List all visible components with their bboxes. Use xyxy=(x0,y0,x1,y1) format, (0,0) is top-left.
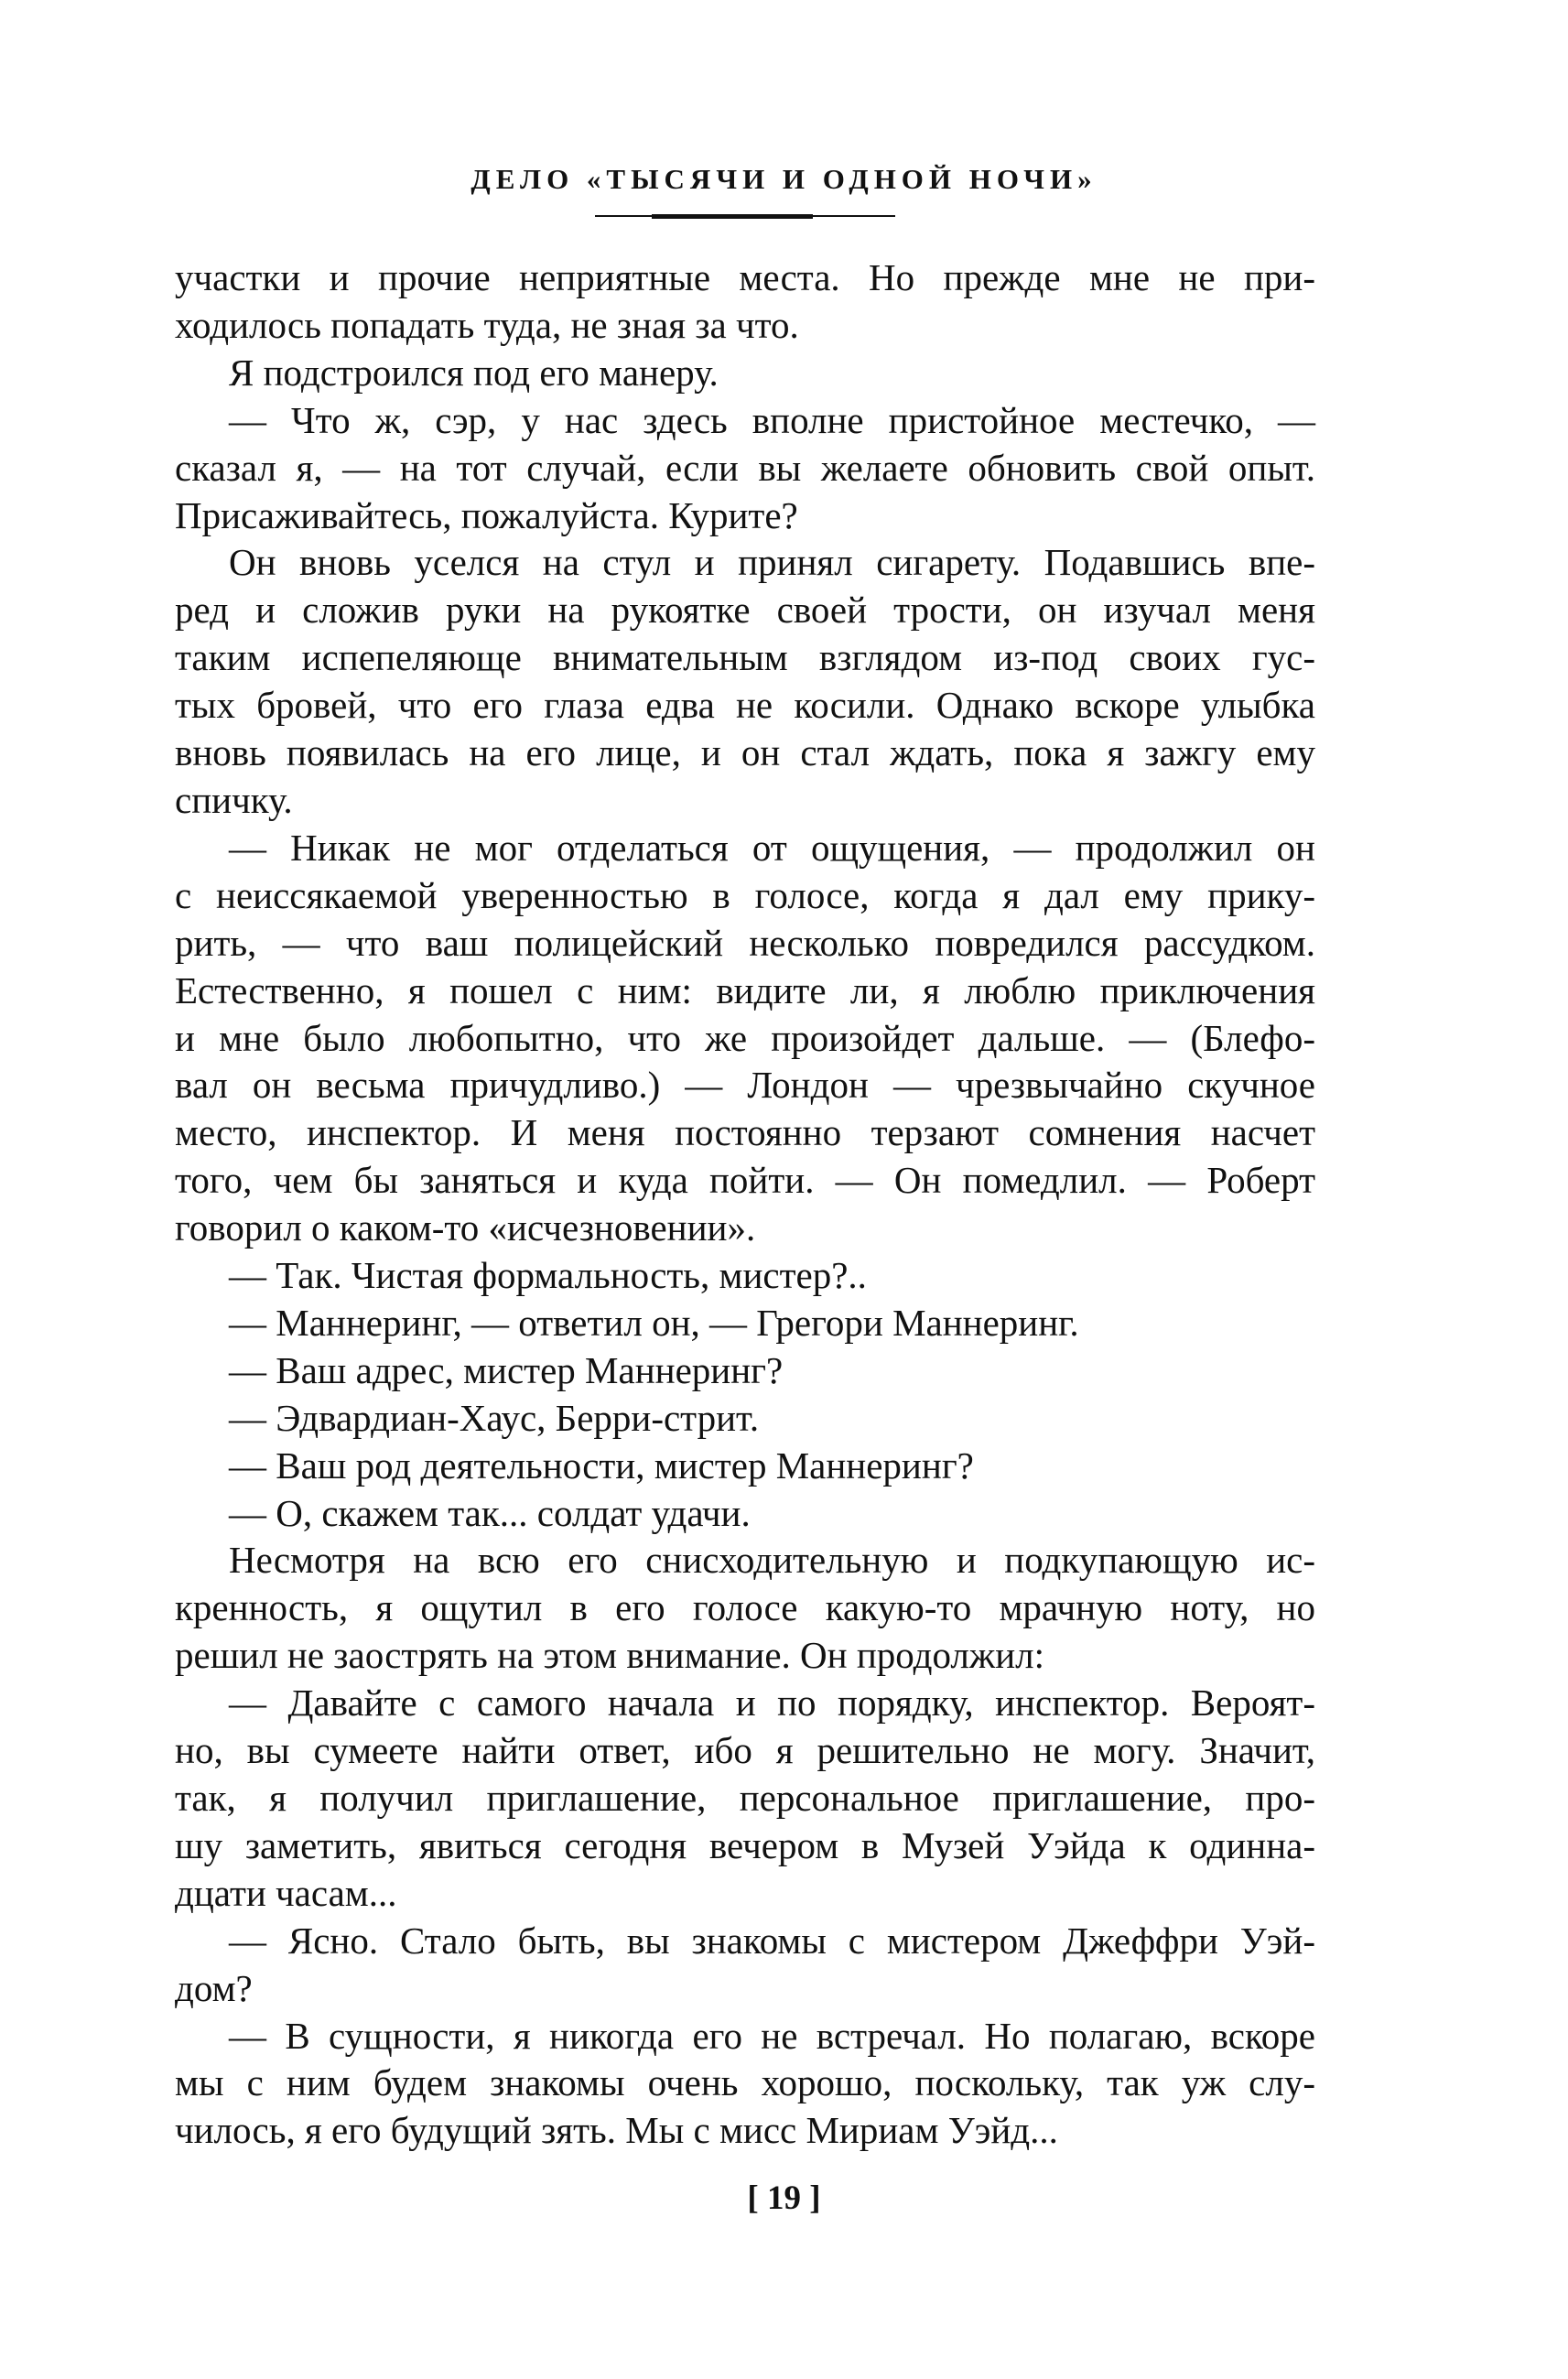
text-line: — Никак не мог отделаться от ощущения, — продолжил он xyxy=(229,826,1315,869)
text-line: сказал я, — на тот случай, если вы желаете обновить свой опыт. xyxy=(175,446,1315,489)
text-line: — Так. Чистая формальность, мистер?.. xyxy=(229,1254,867,1297)
text-line: с неиссякаемой уверенностью в голосе, когда я дал ему прику- xyxy=(175,873,1315,916)
text-line: того, чем бы заняться и куда пойти. — Он помедлил. — Роберт xyxy=(175,1159,1315,1202)
text-line: так, я получил приглашение, персональное приглашение, про- xyxy=(175,1777,1315,1819)
text-line: — Маннеринг, — ответил он, — Грегори Маннеринг. xyxy=(229,1301,1079,1344)
text-line: — О, скажем так... солдат удачи. xyxy=(229,1491,751,1534)
text-line: ред и сложив руки на рукоятке своей трости, он изучал меня xyxy=(175,589,1315,632)
text-line: ходилось попадать туда, не зная за что. xyxy=(175,303,799,346)
text-line: спичку. xyxy=(175,778,293,821)
text-line: чилось, я его будущий зять. Мы с мисс Мириам Уэйд... xyxy=(175,2109,1058,2152)
text-line: рить, — что ваш полицейский несколько повредился рассудком. xyxy=(175,921,1315,964)
text-line: Он вновь уселся на стул и принял сигарету. Подавшись впе- xyxy=(229,541,1315,584)
text-line: — Давайте с самого начала и по порядку, инспектор. Вероят- xyxy=(229,1682,1315,1725)
text-line: Я подстроился под его манеру. xyxy=(229,351,719,394)
text-line: решил не заострять на этом внимание. Он продолжил: xyxy=(175,1634,1044,1677)
text-line: и мне было любопытно, что же произойдет дальше. — (Блефо- xyxy=(175,1016,1315,1059)
text-line: кренность, я ощутил в его голосе какую-то мрачную ноту, но xyxy=(175,1586,1315,1629)
text-line: — Ваш адрес, мистер Маннеринг? xyxy=(229,1348,784,1391)
text-line: но, вы сумеете найти ответ, ибо я решительно не могу. Значит, xyxy=(175,1729,1315,1772)
text-line: тых бровей, что его глаза едва не косили. Однако вскоре улыбка xyxy=(175,684,1315,727)
text-line: шу заметить, явиться сегодня вечером в Музей Уэйда к одинна- xyxy=(175,1823,1315,1866)
text-line: вал он весьма причудливо.) — Лондон — чрезвычайно скучное xyxy=(175,1064,1315,1107)
text-line: мы с ним будем знакомы очень хорошо, поскольку, так уж слу- xyxy=(175,2061,1315,2104)
page-number: [ 19 ] xyxy=(747,2179,821,2217)
text-line: вновь появилась на его лице, и он стал ждать, пока я зажгу ему xyxy=(175,731,1315,774)
text-line: — Эдвардиан-Хаус, Берри-стрит. xyxy=(229,1396,760,1439)
text-line: таким испепеляюще внимательным взглядом из-под своих гус- xyxy=(175,636,1315,679)
text-line: дцати часам... xyxy=(175,1871,397,1914)
text-line: — Ясно. Стало быть, вы знакомы с мистером Джеффри Уэй- xyxy=(229,1919,1315,1962)
text-line: — В сущности, я никогда его не встречал. Но полагаю, вскоре xyxy=(229,2014,1315,2057)
text-line: — Что ж, сэр, у нас здесь вполне пристойное местечко, — xyxy=(229,398,1315,441)
text-line: — Ваш род деятельности, мистер Маннеринг? xyxy=(229,1444,974,1487)
text-line: Естественно, я пошел с ним: видите ли, я люблю приключения xyxy=(175,968,1315,1011)
text-line: Присаживайтесь, пожалуйста. Курите? xyxy=(175,493,798,536)
body-text xyxy=(175,254,1315,2155)
header-rule-thick xyxy=(652,214,813,219)
running-head: ДЕЛО «ТЫСЯЧИ И ОДНОЙ НОЧИ» xyxy=(470,163,1098,195)
text-line: говорил о каком-то «исчезновении». xyxy=(175,1206,756,1249)
text-line: Несмотря на всю его снисходительную и подкупающую ис- xyxy=(229,1539,1315,1582)
text-line: место, инспектор. И меня постоянно терзают сомнения насчет xyxy=(175,1111,1315,1154)
text-line: участки и прочие неприятные места. Но прежде мне не при- xyxy=(175,256,1315,298)
text-line: дом? xyxy=(175,1966,253,2009)
